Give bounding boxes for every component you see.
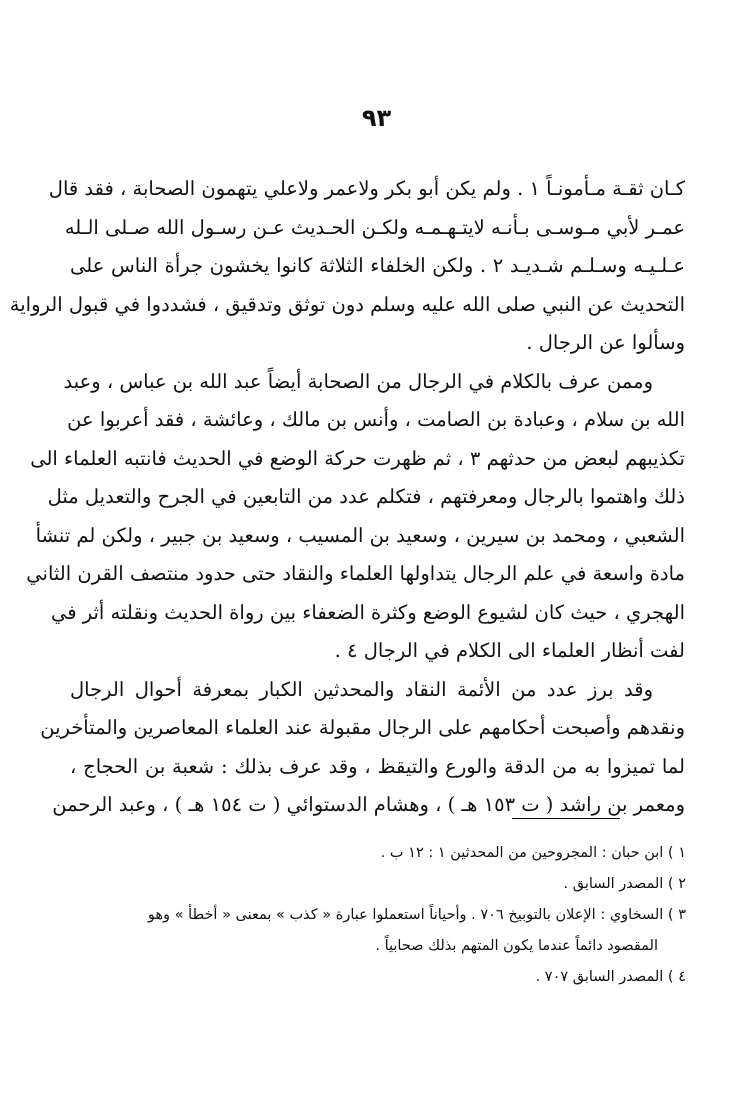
body-line: عـلـيـه وسـلـم شـديـد ٢ . ولكن الخلفاء الثلاثة كانوا يخشون جرأة الناس على <box>70 254 685 277</box>
body-line: ونقدهم وأصبحت أحكامهم على الرجال مقبولة عند العلماء المعاصرين والمتأخرين <box>40 716 685 739</box>
footnote-item: ١ ) ابن حبان : المجروحين من المحدثين ١ : ١٢ ب . <box>380 845 686 861</box>
body-line: تكذيبهم لبعض من حدثهم ٣ ، ثم ظهرت حركة الوضع في الحديث فانتبه العلماء الى <box>30 446 685 470</box>
body-line: ذلك واهتموا بالرجال ومعرفتهم ، فتكلم عدد من التابعين في الجرح والتعديل مثل <box>47 485 685 508</box>
footnote-item: ٢ ) المصدر السابق . <box>563 876 686 892</box>
footnote-separator <box>512 818 620 819</box>
footnote-continuation: المقصود دائماً عندما يكون المتهم بذلك صحابياً . <box>375 938 658 954</box>
body-line: لفت أنظار العلماء الى الكلام في الرجال ٤ . <box>334 639 685 662</box>
body-line: وسألوا عن الرجال . <box>526 331 685 354</box>
footnote-item: ٤ ) المصدر السابق ٧٠٧ . <box>535 969 686 985</box>
body-line: لما تميزوا به من الدقة والورع والتيقظ ، وقد عرف بذلك : شعبة بن الحجاج ، <box>70 754 685 778</box>
body-line: عمـر لأبي مـوسـى بـأنـه لايتـهـمـه ولكـن الحـديث عـن رسـول الله صـلى الـله <box>64 215 685 239</box>
page-number: ٩٣ <box>361 104 392 132</box>
footnote-item: ٣ ) السخاوي : الإعلان بالتوبيخ ٧٠٦ . وأحياناً استعملوا عبارة « كذب » بمعنى « أخطأ » وهو <box>147 907 686 923</box>
body-line: وممن عرف بالكلام في الرجال من الصحابة أيضاً عبد الله بن عباس ، وعبد <box>63 369 653 393</box>
body-line: كـان ثقـة مـأمونـاً ١ . ولم يكن أبو بكر ولاعمر ولاعلي يتهمون الصحابة ، فقد قال <box>48 177 685 200</box>
body-line: الهجري ، حيث كان لشيوع الوضع وكثرة الضعفاء بين رواة الحديث ونقلته أثر في <box>50 600 685 624</box>
body-line: الشعبي ، ومحمد بن سيرين ، وسعيد بن المسيب ، وسعيد بن جبير ، ولكن لم تنشأ <box>35 523 685 547</box>
body-line: وقد برز عدد من الأئمة النقاد والمحدثين الكبار بمعرفة أحوال الرجال <box>70 677 653 701</box>
body-line: التحديث عن النبي صلى الله عليه وسلم دون توثق وتدقيق ، فشددوا في قبول الرواية <box>9 292 685 316</box>
body-line: مادة واسعة في علم الرجال يتداولها العلماء والنقاد حتى حدود منتصف القرن الثاني <box>26 562 685 585</box>
body-line: الله بن سلام ، وعبادة بن الصامت ، وأنس بن مالك ، وعائشة ، فقد أعربوا عن <box>67 408 685 431</box>
footnotes <box>80 838 686 993</box>
body-line: ومعمر بن راشد ( ت ١٥٣ هـ ) ، وهشام الدستوائي ( ت ١٥٤ هـ ) ، وعبد الرحمن <box>52 793 685 816</box>
body-text <box>9 170 685 825</box>
